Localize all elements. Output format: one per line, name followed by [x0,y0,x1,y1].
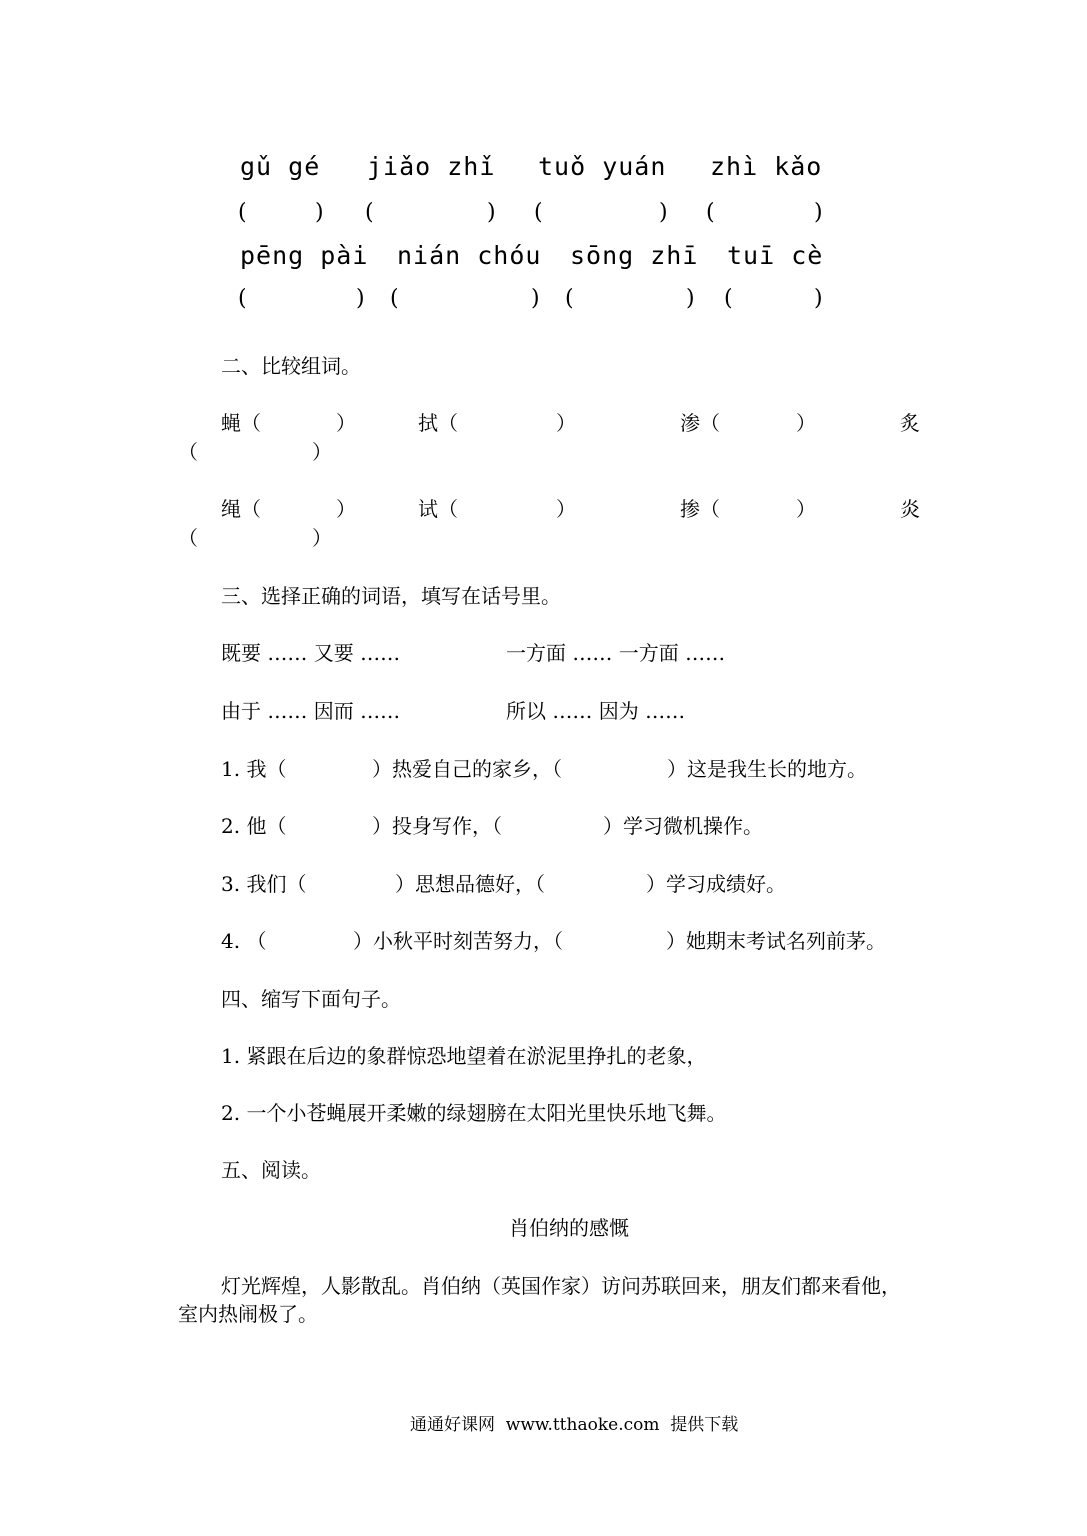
question-text: ）学习微机操作。 [603,814,763,838]
answer-paren-close: ) [686,286,695,311]
answer-paren-open: ( [365,200,374,225]
section-heading: 五、阅读。 [221,1158,321,1182]
answer-paren-close: ） [312,526,332,550]
answer-paren-open: ( [238,200,247,225]
sentence: 2. 一个小苍蝇展开柔嫩的绿翅膀在太阳光里快乐地飞舞。 [221,1101,727,1125]
question-text: ）学习成绩好。 [646,872,786,896]
connective-pair: 一方面 …… 一方面 …… [506,641,726,665]
answer-paren-close: ) [814,286,823,311]
answer-paren-open: ( [724,286,733,311]
word-char: 蝇（ [221,411,261,435]
pinyin-word: tuǒ yuán [538,152,667,181]
answer-paren-close: ) [531,286,540,311]
pinyin-word: sōng zhī [570,241,699,270]
answer-paren-close: ) [487,200,496,225]
answer-paren-close: ) [356,286,365,311]
pinyin-word: nián chóu [397,241,542,270]
question-text: 2. 他（ [221,814,287,838]
answer-paren-close: ） [556,411,576,435]
pinyin-word: gǔ gé [240,152,321,181]
word-char: 炎 [900,497,920,521]
connective-pair: 既要 …… 又要 …… [221,641,401,665]
word-char: 拭（ [418,411,458,435]
section-heading: 四、缩写下面句子。 [221,987,401,1011]
question-text: 4. （ [221,929,267,953]
word-char: 掺（ [680,497,720,521]
answer-paren-open: ( [390,286,399,311]
pinyin-word: jiǎo zhǐ [367,152,496,181]
question-text: ）小秋平时刻苦努力，（ [353,929,563,953]
answer-paren-close: ） [796,497,816,521]
answer-paren-close: ） [336,497,356,521]
page-footer: 通通好课网 www.tthaoke.com 提供下载 [410,1415,739,1435]
sentence: 1. 紧跟在后边的象群惊恐地望着在淤泥里挣扎的老象， [221,1044,707,1068]
answer-paren-close: ) [814,200,823,225]
answer-paren-close: ) [659,200,668,225]
section-heading: 二、比较组词。 [221,354,361,378]
connective-pair: 所以 …… 因为 …… [506,699,686,723]
word-char: 试（ [418,497,458,521]
word-char: 炙 [900,411,920,435]
passage-paragraph: 室内热闹极了。 [178,1302,318,1326]
passage-paragraph: 灯光辉煌，人影散乱。肖伯纳（英国作家）访问苏联回来，朋友们都来看他， [221,1274,901,1298]
answer-paren-open: ( [706,200,715,225]
answer-paren-close: ) [315,200,324,225]
question-text: ）思想品德好，（ [395,872,545,896]
pinyin-word: pēng pài [240,241,369,270]
pinyin-word: tuī cè [727,241,824,270]
answer-paren-close: ） [556,497,576,521]
question-text: 1. 我（ [221,757,287,781]
answer-paren-open: ( [565,286,574,311]
answer-paren-open: ( [534,200,543,225]
answer-paren-open: （ [178,526,198,550]
connective-pair: 由于 …… 因而 …… [221,699,401,723]
question-text: ）她期末考试名列前茅。 [666,929,886,953]
answer-paren-close: ） [336,411,356,435]
question-text: 3. 我们（ [221,872,307,896]
question-text: ）这是我生长的地方。 [667,757,867,781]
question-text: ）投身写作，（ [372,814,502,838]
question-text: ）热爱自己的家乡，（ [372,757,562,781]
answer-paren-close: ） [796,411,816,435]
word-char: 渗（ [680,411,720,435]
answer-paren-open: ( [238,286,247,311]
section-heading: 三、选择正确的词语，填写在话号里。 [221,584,561,608]
answer-paren-open: （ [178,440,198,464]
passage-title: 肖伯纳的感慨 [509,1216,629,1240]
answer-paren-close: ） [312,440,332,464]
pinyin-word: zhì kǎo [710,152,823,181]
word-char: 绳（ [221,497,261,521]
